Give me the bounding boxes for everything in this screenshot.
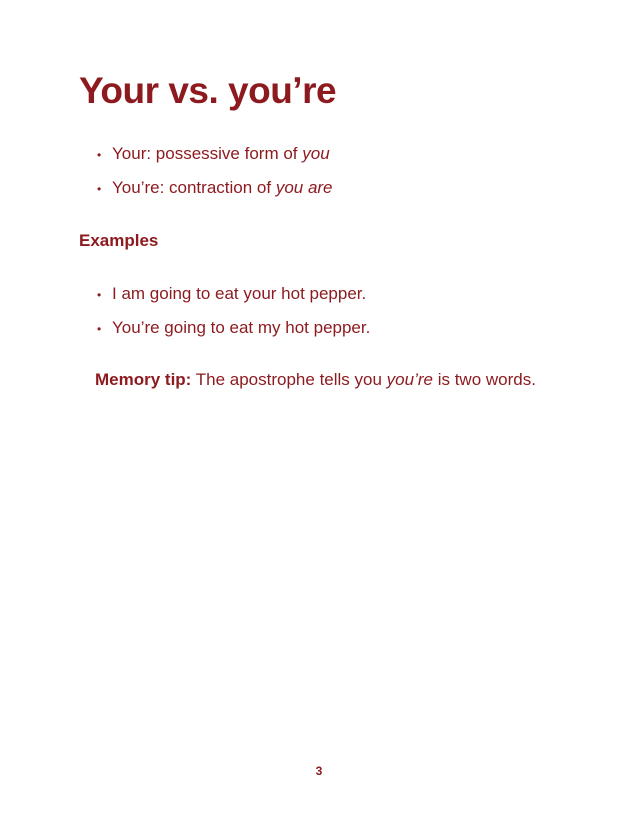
definition-emphasis: you xyxy=(302,144,330,163)
memory-tip-emphasis: you’re xyxy=(386,370,433,389)
examples-list xyxy=(97,282,370,350)
definition-emphasis: you are xyxy=(275,178,333,197)
memory-tip xyxy=(95,368,536,392)
bullet-icon: • xyxy=(97,288,102,302)
example-text: I am going to eat your hot pepper. xyxy=(112,284,367,303)
page-title: Your vs. you’re xyxy=(79,70,337,111)
memory-tip-text: The apostrophe tells you xyxy=(191,370,387,389)
bullet-icon: • xyxy=(97,148,102,162)
list-item xyxy=(97,282,370,316)
definition-text: You’re: contraction of xyxy=(112,178,276,197)
list-item xyxy=(97,176,333,210)
memory-tip-label: Memory tip: xyxy=(95,370,192,389)
definitions-list xyxy=(97,142,333,210)
definition-text: Your: possessive form of xyxy=(112,144,303,163)
page-number: 3 xyxy=(315,764,323,778)
bullet-icon: • xyxy=(97,322,102,336)
examples-heading: Examples xyxy=(79,231,159,250)
list-item xyxy=(97,316,370,350)
list-item xyxy=(97,142,333,176)
bullet-icon: • xyxy=(97,182,102,196)
memory-tip-text-end: is two words. xyxy=(432,370,536,389)
example-text: You’re going to eat my hot pepper. xyxy=(112,318,371,337)
